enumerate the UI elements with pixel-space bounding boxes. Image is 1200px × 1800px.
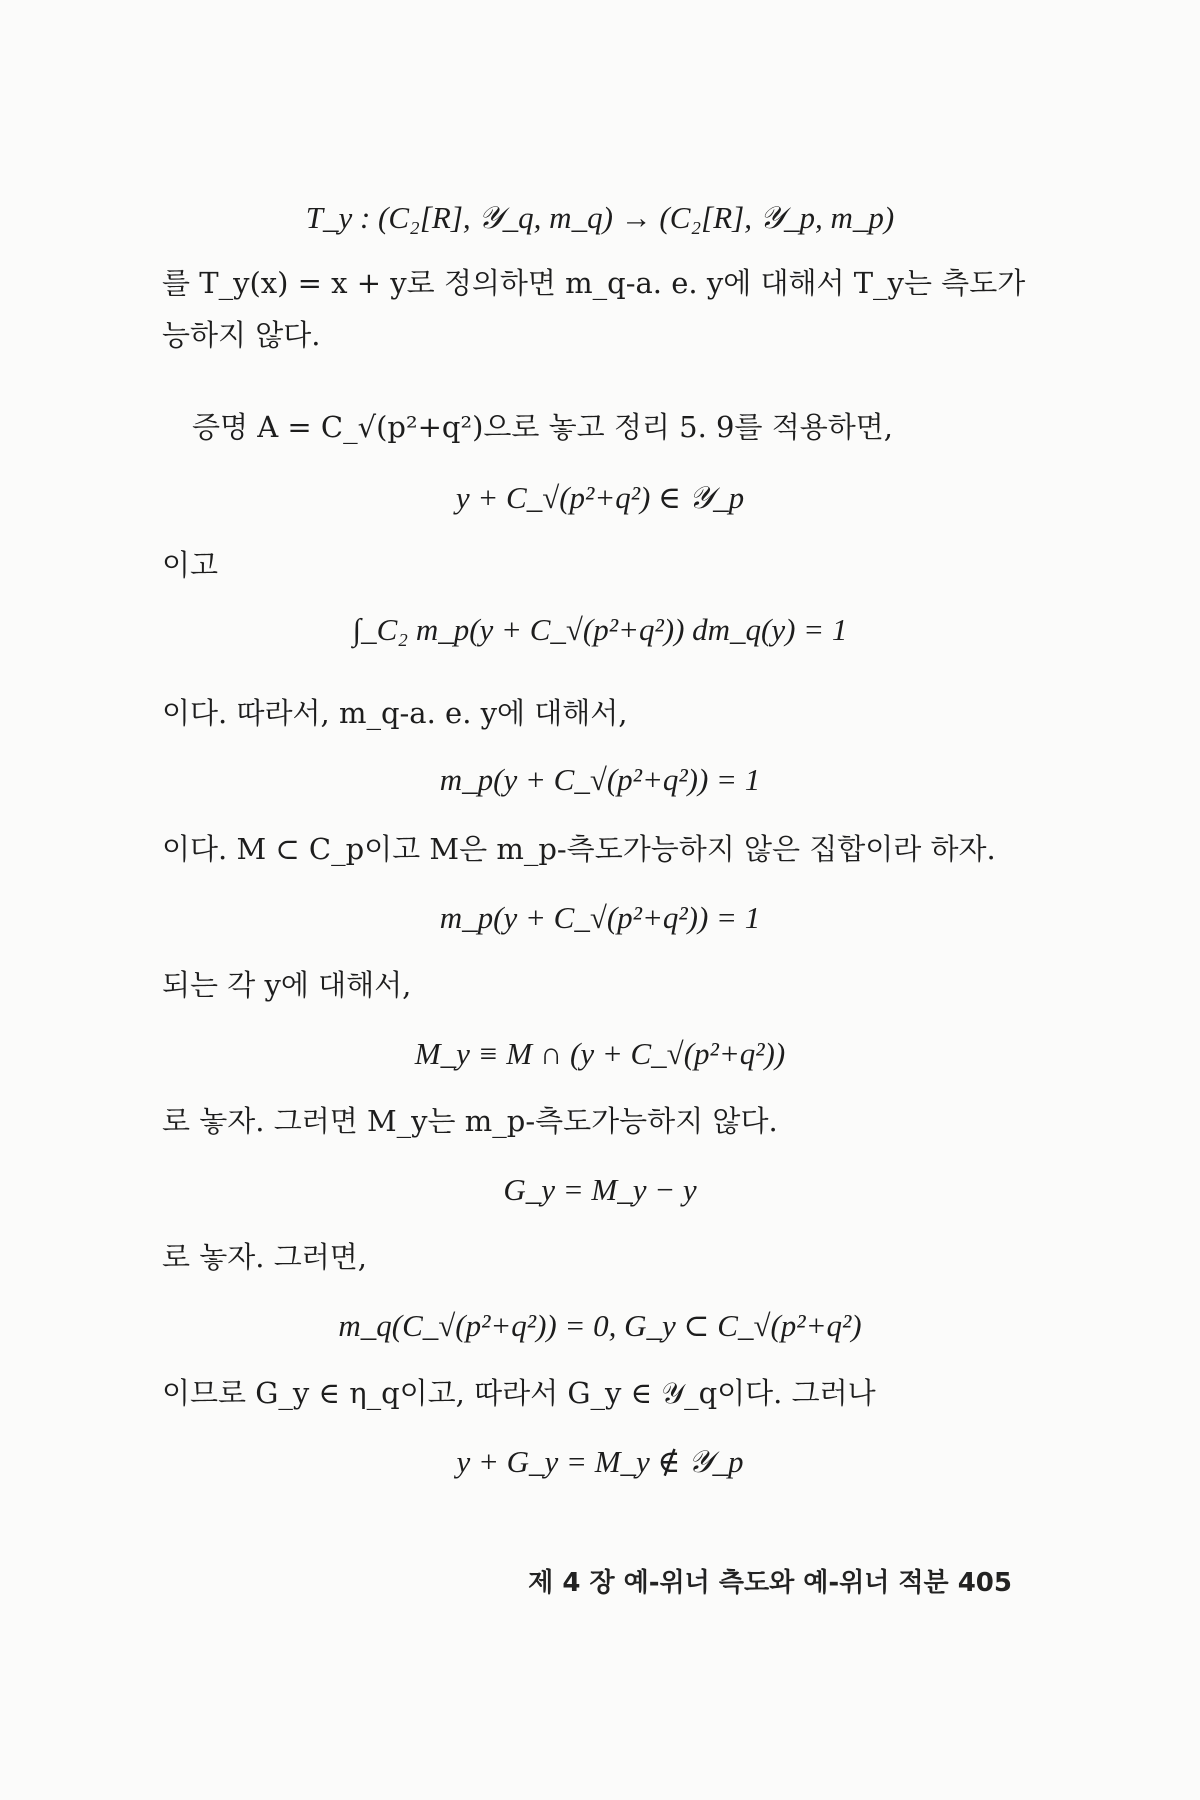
page-footer: 제 4 장 예-위너 측도와 예-위너 적분 405: [528, 1568, 1012, 1598]
paragraph-line: 되는 각 y에 대해서,: [162, 968, 412, 1002]
paragraph-line: 로 놓자. 그러면,: [162, 1240, 367, 1274]
paragraph-line: 이다. 따라서, m_q-a. e. y에 대해서,: [162, 696, 628, 730]
equation: M_y ≡ M ∩ (y + C_√(p²+q²)): [414, 1036, 786, 1071]
equation-mapping: T_y : (C₂[R], 𝒴_q, m_q) → (C₂[R], 𝒴_p, m_p): [305, 200, 895, 235]
equation: m_p(y + C_√(p²+q²)) = 1: [439, 900, 761, 935]
equation: m_q(C_√(p²+q²)) = 0, G_y ⊂ C_√(p²+q²): [338, 1308, 862, 1343]
paragraph-line: 능하지 않다.: [162, 318, 321, 352]
equation: y + C_√(p²+q²) ∈ 𝒴_p: [455, 480, 745, 515]
paragraph-line: 이므로 G_y ∈ η_q이고, 따라서 G_y ∈ 𝒴_q이다. 그러나: [162, 1376, 876, 1410]
paragraph-line: 로 놓자. 그러면 M_y는 m_p-측도가능하지 않다.: [162, 1104, 778, 1138]
paragraph-line: 이다. M ⊂ C_p이고 M은 m_p-측도가능하지 않은 집합이라 하자.: [162, 832, 996, 866]
equation-integral: ∫_C₂ m_p(y + C_√(p²+q²)) dm_q(y) = 1: [352, 612, 848, 647]
paragraph-line: 이고: [162, 548, 219, 582]
equation: y + G_y = M_y ∉ 𝒴_p: [456, 1444, 744, 1479]
equation: m_p(y + C_√(p²+q²)) = 1: [439, 762, 761, 797]
equation: G_y = M_y − y: [503, 1172, 697, 1207]
proof-start: 증명 A = C_√(p²+q²)으로 놓고 정리 5. 9를 적용하면,: [192, 410, 893, 444]
paragraph-line: 를 T_y(x) = x + y로 정의하면 m_q-a. e. y에 대해서 T_y는 측도가: [162, 266, 1026, 300]
